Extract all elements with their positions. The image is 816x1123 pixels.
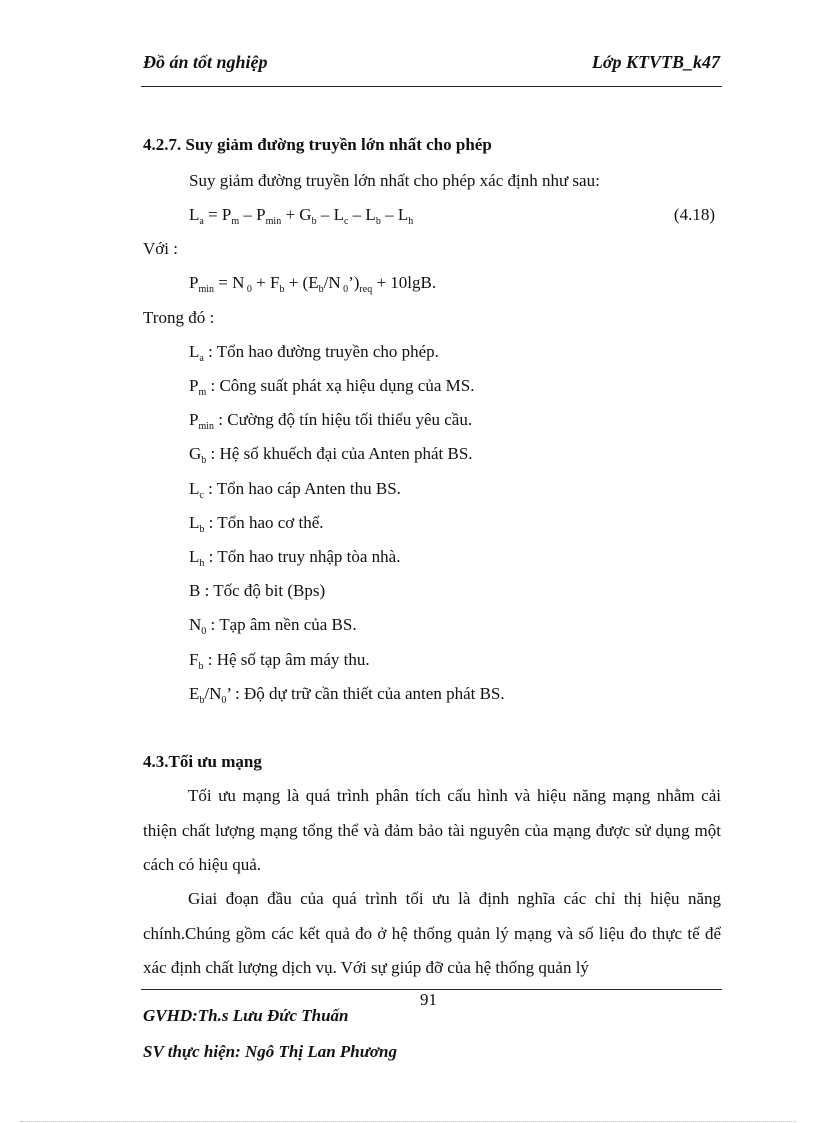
definition-text: : Công suất phát xạ hiệu dụng của MS. bbox=[210, 376, 475, 395]
definition-gb: $G_b$ : Hệ số khuếch đại của Anten phát BS. bbox=[189, 444, 473, 466]
paragraph: Tối ưu mạng là quá trình phân tích cấu hình và hiệu năng mạng nhằm cải thiện chất lượng mạng tổng thể và đảm bảo tài nguyên của mạng được sử dụng một cách có hiệu quả. bbox=[143, 786, 721, 874]
definition-text: : Tổn hao cơ thể. bbox=[208, 513, 324, 532]
definition-eb-n0: $E_b/N_0$’ : Độ dự trữ cần thiết của anten phát BS. bbox=[189, 684, 505, 706]
with-label: Với : bbox=[143, 239, 178, 258]
equation-pmin: $P_{min} = N$ $_0 + F_b + (E_b/N$ $_0’)_{req} + 10\lg B$. bbox=[189, 273, 437, 295]
definition-n0: $N_0$ : Tạp âm nền của BS. bbox=[189, 615, 357, 637]
definition-b: B : Tốc độ bit (Bps) bbox=[189, 581, 326, 600]
page-number: 91 bbox=[420, 990, 437, 1009]
definition-lc: $L_c$ : Tổn hao cáp Anten thu BS. bbox=[189, 479, 401, 501]
definition-text: : Tạp âm nền của BS. bbox=[210, 615, 357, 634]
equation-number: (4.18) bbox=[673, 205, 715, 224]
definition-text: : Tổn hao cáp Anten thu BS. bbox=[208, 479, 401, 498]
section-heading-4-2-7: 4.2.7. Suy giảm đường truyền lớn nhất cho phép bbox=[143, 135, 492, 154]
definition-pmin: $P_{min}$ : Cường độ tín hiệu tối thiểu yêu cầu. bbox=[189, 410, 473, 432]
page-edge-divider bbox=[20, 1121, 796, 1122]
definition-la: $L_a$ : Tổn hao đường truyền cho phép. bbox=[189, 342, 439, 364]
footer-supervisor: GVHD:Th.s Lưu Đức Thuấn bbox=[143, 1006, 349, 1025]
section-intro: Suy giảm đường truyền lớn nhất cho phép xác định như sau: bbox=[189, 171, 600, 190]
definition-text: : Tổn hao đường truyền cho phép. bbox=[208, 342, 439, 361]
definition-text: : Hệ số khuếch đại của Anten phát BS. bbox=[210, 444, 473, 463]
header-class: Lớp KTVTB_k47 bbox=[591, 52, 720, 72]
where-label: Trong đó : bbox=[143, 308, 215, 327]
header-rule bbox=[141, 86, 722, 87]
definition-text: : Hệ số tạp âm máy thu. bbox=[207, 650, 370, 669]
footer-student: SV thực hiện: Ngô Thị Lan Phương bbox=[143, 1042, 398, 1061]
definition-lh: $L_h$ : Tổn hao truy nhập tòa nhà. bbox=[189, 547, 401, 569]
section-heading-4-3: 4.3.Tối ưu mạng bbox=[143, 752, 262, 771]
definition-pm: $P_m$ : Công suất phát xạ hiệu dụng của MS. bbox=[189, 376, 475, 398]
definition-text: ’ : Độ dự trữ cần thiết của anten phát BS. bbox=[226, 684, 505, 703]
definition-text: : Cường độ tín hiệu tối thiểu yêu cầu. bbox=[218, 410, 473, 429]
definition-text: : Tổn hao truy nhập tòa nhà. bbox=[208, 547, 401, 566]
definition-fb: $F_b$ : Hệ số tạp âm máy thu. bbox=[189, 650, 370, 672]
paragraph: Giai đoạn đầu của quá trình tối ưu là định nghĩa các chỉ thị hiệu năng chính.Chúng gồm các kết quả đo ở hệ thống quản lý mạng và số liệu đo thực tế để xác định chất lượng dịch vụ. Với sự giúp đỡ của hệ thống quản lý bbox=[143, 889, 721, 977]
equation-4-18: $L_a = P_m - P_{min} + G_b - L_c - L_b - L_h$ bbox=[189, 205, 414, 227]
definition-lb: $L_b$ : Tổn hao cơ thể. bbox=[189, 513, 324, 535]
header-title: Đồ án tốt nghiệp bbox=[143, 52, 268, 72]
